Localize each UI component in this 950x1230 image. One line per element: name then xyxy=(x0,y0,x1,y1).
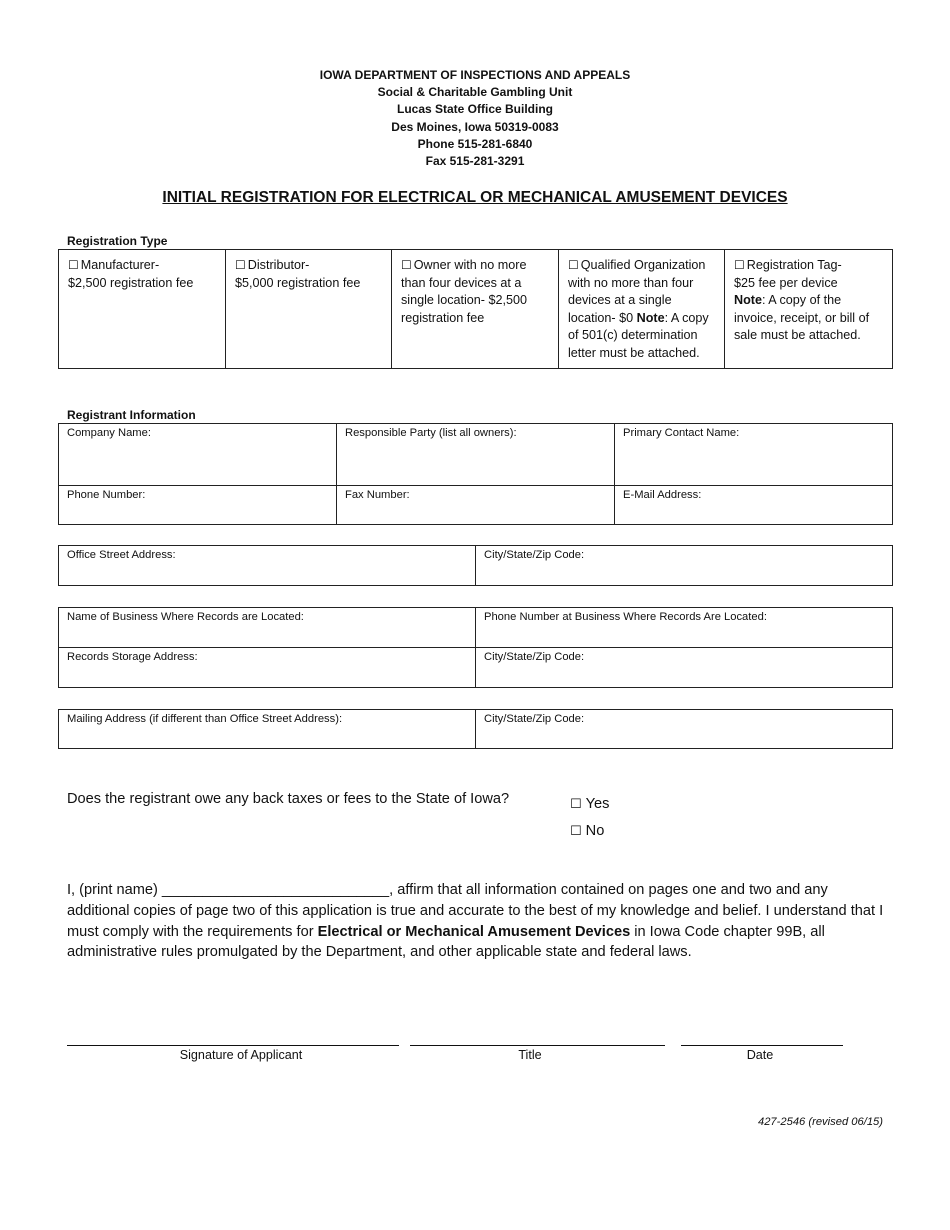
office-street-field[interactable] xyxy=(59,546,476,586)
back-taxes-yes-option[interactable] xyxy=(570,791,609,818)
company-name-label: Company Name: xyxy=(67,427,151,439)
records-business-name-field[interactable] xyxy=(59,608,476,648)
mailing-address-field[interactable] xyxy=(59,710,476,749)
records-city-label: City/State/Zip Code: xyxy=(484,651,585,663)
checkbox-icon[interactable]: ☐ xyxy=(568,258,579,272)
header-line-phone: Phone 515-281-6840 xyxy=(417,136,533,151)
distributor-fee: $5,000 registration fee xyxy=(235,275,361,290)
records-storage-address-label: Records Storage Address: xyxy=(67,651,198,663)
phone-number-label: Phone Number: xyxy=(67,489,146,501)
qualified-text: Qualified Organization with no more than four devices at a single location- $0 xyxy=(568,258,706,325)
email-field[interactable] xyxy=(615,486,893,525)
back-taxes-question: Does the registrant owe any back taxes or fees to the State of Iowa? xyxy=(67,791,510,807)
header-line-fax: Fax 515-281-3291 xyxy=(425,154,525,169)
option-qualified-organization[interactable] xyxy=(559,250,725,369)
records-location-table xyxy=(58,607,893,688)
affirmation-paragraph xyxy=(67,880,889,963)
affirmation-bold-text: Electrical or Mechanical Amusement Devices xyxy=(317,923,631,940)
qualified-note-text: : A copy of 501(c) determination letter must be attached. xyxy=(568,310,709,360)
date-label: Date xyxy=(746,1048,774,1062)
records-business-phone-field[interactable] xyxy=(476,608,893,648)
distributor-label: Distributor- xyxy=(247,258,310,272)
mailing-address-label: Mailing Address (if different than Office Street Address): xyxy=(67,713,343,725)
tag-note-label: Note xyxy=(734,293,762,308)
title-line[interactable] xyxy=(410,1028,665,1046)
office-street-label: Office Street Address: xyxy=(67,549,176,561)
registrant-info-label: Registrant Information xyxy=(67,408,196,422)
office-address-table xyxy=(58,545,893,586)
option-registration-tag[interactable] xyxy=(725,250,893,369)
header-line-unit: Social & Charitable Gambling Unit xyxy=(377,85,573,100)
primary-contact-field[interactable] xyxy=(615,424,893,486)
records-business-name-label: Name of Business Where Records are Located: xyxy=(67,611,304,623)
company-name-field[interactable] xyxy=(59,424,337,486)
mailing-city-label: City/State/Zip Code: xyxy=(484,713,585,725)
office-city-field[interactable] xyxy=(476,546,893,586)
back-taxes-no-option[interactable] xyxy=(570,818,609,845)
tag-note-text: : A copy of the invoice, receipt, or bill of sale must be attached. xyxy=(734,293,870,343)
affirmation-text-start: I, (print name) ____________________________, affirm that all information contained on pages one and two and any additional copies of page two of this application is true and accurate to the best of my knowledge and belief. I understand that I must comply with the requirements for xyxy=(67,882,884,940)
affirmation-text-end: in Iowa Code chapter 99B, all administrative rules promulgated by the Department, and other applicable state and federal laws. xyxy=(67,923,825,961)
checkbox-icon[interactable]: ☐ xyxy=(401,258,412,272)
tag-label: Registration Tag- xyxy=(746,258,842,272)
office-city-label: City/State/Zip Code: xyxy=(484,549,585,561)
checkbox-icon[interactable]: ☐ xyxy=(570,797,582,812)
records-city-field[interactable] xyxy=(476,648,893,688)
registration-type-table xyxy=(58,249,893,369)
responsible-party-field[interactable] xyxy=(337,424,615,486)
email-label: E-Mail Address: xyxy=(623,489,702,501)
header-line-agency: IOWA DEPARTMENT OF INSPECTIONS AND APPEALS xyxy=(319,68,631,82)
phone-number-field[interactable] xyxy=(59,486,337,525)
agency-header xyxy=(0,67,950,170)
checkbox-icon[interactable]: ☐ xyxy=(734,258,745,272)
checkbox-icon[interactable]: ☐ xyxy=(570,824,582,839)
primary-contact-label: Primary Contact Name: xyxy=(623,427,740,439)
qualified-note-label: Note xyxy=(636,310,665,325)
manufacturer-fee: $2,500 registration fee xyxy=(68,275,194,290)
registration-type-label: Registration Type xyxy=(67,234,168,248)
option-owner[interactable] xyxy=(392,250,559,369)
yes-label: Yes xyxy=(585,796,610,812)
date-line[interactable] xyxy=(681,1028,843,1046)
records-storage-address-field[interactable] xyxy=(59,648,476,688)
header-line-city: Des Moines, Iowa 50319-0083 xyxy=(391,119,559,134)
no-label: No xyxy=(585,823,605,839)
title-label: Title xyxy=(518,1048,542,1062)
checkbox-icon[interactable]: ☐ xyxy=(235,258,246,272)
manufacturer-label: Manufacturer- xyxy=(80,258,160,272)
option-manufacturer[interactable] xyxy=(59,250,226,369)
registrant-info-table xyxy=(58,423,893,525)
checkbox-icon[interactable]: ☐ xyxy=(68,258,79,272)
owner-text: Owner with no more than four devices at a single location- $2,500 registration fee xyxy=(401,258,528,325)
signature-line[interactable] xyxy=(67,1028,399,1046)
back-taxes-answers xyxy=(570,791,609,845)
responsible-party-label: Responsible Party (list all owners): xyxy=(345,427,517,439)
header-line-building: Lucas State Office Building xyxy=(396,102,554,117)
fax-number-field[interactable] xyxy=(337,486,615,525)
mailing-address-table xyxy=(58,709,893,749)
mailing-city-field[interactable] xyxy=(476,710,893,749)
form-title: INITIAL REGISTRATION FOR ELECTRICAL OR MECHANICAL AMUSEMENT DEVICES xyxy=(162,189,788,206)
records-business-phone-label: Phone Number at Business Where Records Are Located: xyxy=(484,611,767,623)
option-distributor[interactable] xyxy=(226,250,392,369)
fax-number-label: Fax Number: xyxy=(345,489,410,501)
form-number: 427-2546 (revised 06/15) xyxy=(757,1116,883,1128)
signature-label: Signature of Applicant xyxy=(179,1048,303,1062)
tag-fee: $25 fee per device xyxy=(734,275,838,290)
